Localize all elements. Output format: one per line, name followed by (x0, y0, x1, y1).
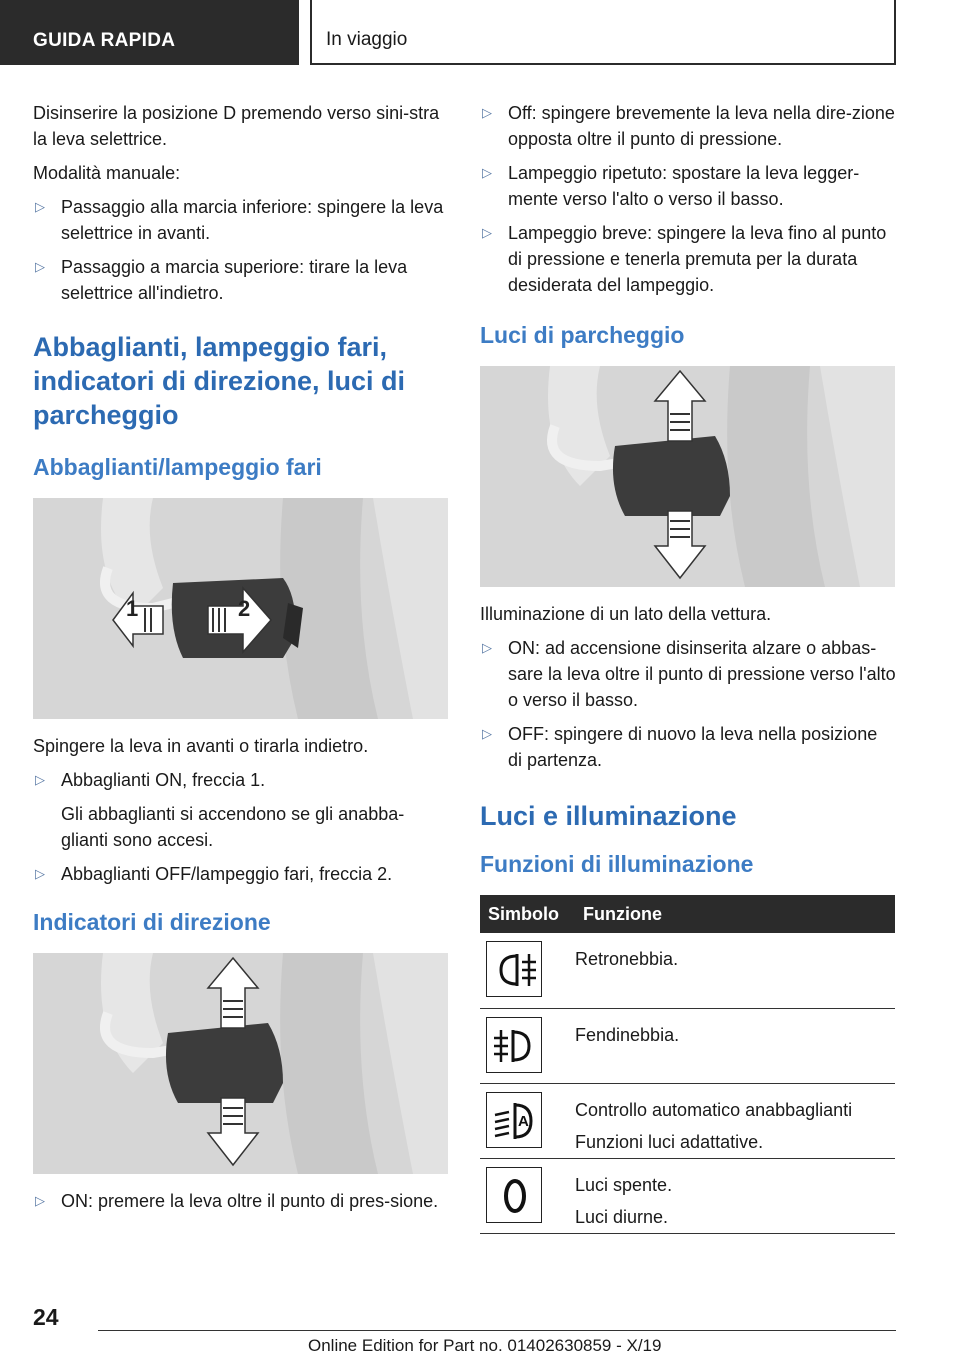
function-text: Fendinebbia. (575, 1024, 680, 1045)
turn-signal-illustration (33, 953, 448, 1174)
bullet-triangle-icon: ▷ (482, 105, 492, 120)
list-item: ▷ Lampeggio breve: spingere la leva fino al punto di pressione e tenerla premuta per la durata desiderata del lampeggio. (480, 220, 896, 298)
table-row (480, 1008, 895, 1083)
function-text: Funzioni luci adattative. (575, 1131, 764, 1152)
column-header-function: Funzione (575, 895, 895, 933)
page-number: 24 (33, 1304, 59, 1330)
lights-off-icon (486, 1167, 542, 1223)
bullet-triangle-icon: ▷ (482, 640, 492, 655)
bullet-triangle-icon: ▷ (35, 1193, 45, 1208)
list-item: ▷ Lampeggio ripetuto: spostare la leva legger-mente verso l'alto o verso il basso. (480, 160, 896, 212)
high-beam-illustration (33, 498, 448, 719)
figure-caption: Illuminazione di un lato della vettura. (480, 604, 772, 624)
list-item: ▷ Abbaglianti OFF/lampeggio fari, freccia 2. (33, 861, 449, 887)
list-item: ▷ ON: premere la leva oltre il punto di pres-sione. (33, 1188, 449, 1214)
bullet-triangle-icon: ▷ (482, 225, 492, 240)
section-tab (0, 0, 299, 65)
front-fog-light-icon (486, 1017, 542, 1073)
function-text: Retronebbia. (575, 949, 679, 969)
table-row (480, 1158, 895, 1233)
list-item: ▷ OFF: spingere di nuovo la leva nella posizione di partenza. (480, 721, 896, 773)
auto-headlight-icon (486, 1092, 542, 1148)
arrow-1-label: 1 (126, 596, 139, 621)
footer-divider (98, 1330, 896, 1331)
bullet-triangle-icon: ▷ (35, 199, 45, 214)
bullet-triangle-icon: ▷ (35, 259, 45, 274)
table-row (480, 933, 895, 1008)
chapter-tab (310, 0, 896, 65)
left-column (33, 100, 449, 1222)
function-text: Luci spente. (575, 1174, 673, 1195)
function-text: Controllo automatico anabbaglianti (575, 1099, 853, 1120)
parking-light-illustration (480, 366, 895, 587)
section-title: GUIDA RAPIDA (33, 30, 176, 51)
list-item: ▷ Off: spingere brevemente la leva nella dire-zione opposta oltre il punto di pressione. (480, 100, 896, 152)
bullet-triangle-icon: ▷ (35, 772, 45, 787)
bullet-triangle-icon: ▷ (35, 866, 45, 881)
manual-mode-label: Modalità manuale: (33, 163, 181, 183)
table-row (480, 1083, 895, 1158)
list-item: ▷ Passaggio a marcia superiore: tirare la leva selettrice all'indietro. (33, 254, 449, 306)
subsection-heading-turn-signals: Indicatori di direzione (33, 909, 271, 935)
column-header-symbol: Simbolo (480, 895, 575, 933)
list-item-note: Gli abbaglianti si accendono se gli anabba-glianti sono accesi. (61, 804, 405, 850)
intro-text: Disinserire la posizione D premendo verso sini-stra la leva selettrice. (33, 103, 440, 149)
svg-text:A: A (518, 1112, 529, 1130)
table-header-row (480, 895, 895, 933)
figure-caption: Spingere la leva in avanti o tirarla indietro. (33, 736, 369, 756)
section-heading: Abbaglianti, lampeggio fari, indicatori di direzione, luci di parcheggio (33, 332, 406, 430)
list-item: ▷ Passaggio alla marcia inferiore: spingere la leva selettrice in avanti. (33, 194, 449, 246)
bullet-triangle-icon: ▷ (482, 165, 492, 180)
function-text: Luci diurne. (575, 1206, 669, 1227)
rear-fog-light-icon (486, 941, 542, 997)
light-functions-table (480, 895, 895, 1234)
subsection-heading-parking: Luci di parcheggio (480, 322, 685, 348)
chapter-title: In viaggio (326, 29, 408, 50)
list-item: ▷ ON: ad accensione disinserita alzare o abbas-sare la leva oltre il punto di pressione verso l'alto o verso il basso. (480, 635, 896, 713)
subsection-heading-light-functions: Funzioni di illuminazione (480, 851, 754, 877)
list-item: ▷ Abbaglianti ON, freccia 1. (33, 767, 449, 793)
section-heading-lights: Luci e illuminazione (480, 801, 737, 831)
edition-footer: Online Edition for Part no. 01402630859 - X/19 (308, 1336, 662, 1355)
right-column (480, 100, 896, 1234)
bullet-triangle-icon: ▷ (482, 726, 492, 741)
subsection-heading-high-beam: Abbaglianti/lampeggio fari (33, 454, 322, 480)
arrow-2-label: 2 (238, 596, 251, 621)
